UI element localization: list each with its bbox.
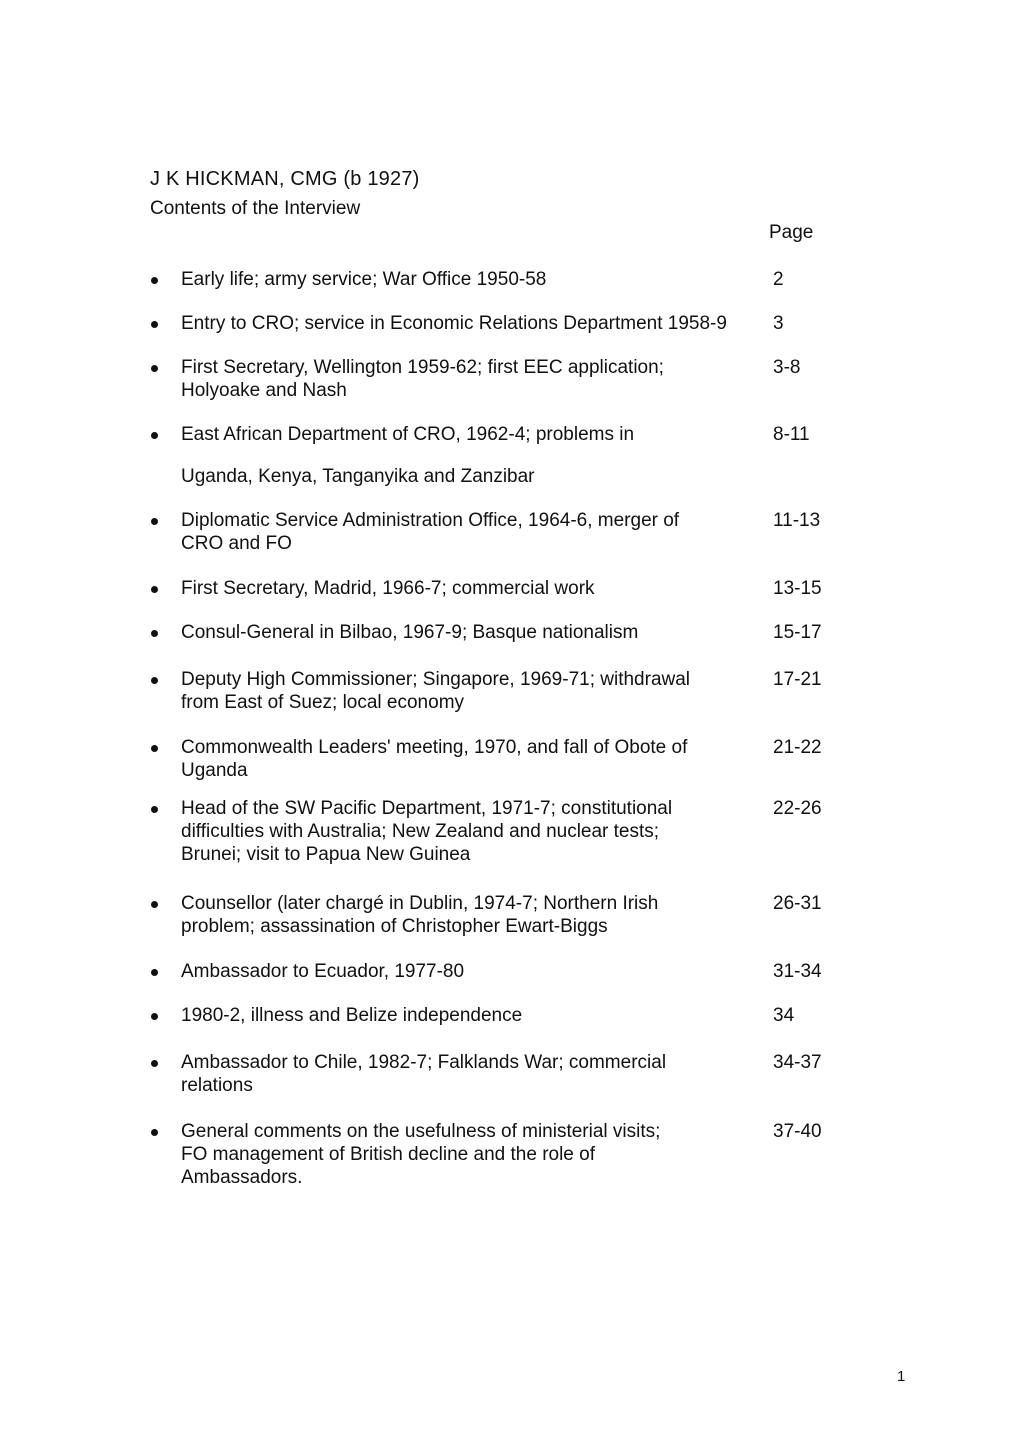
- entry-continuation-text: Uganda, Kenya, Tanganyika and Zanzibar: [181, 466, 535, 487]
- page-number: 1: [897, 1368, 906, 1385]
- entry-text: East African Department of CRO, 1962-4; problems in: [181, 424, 635, 445]
- entry-page: 34-37: [773, 1052, 822, 1073]
- entry-text: General comments on the usefulness of ministerial visits; FO management of British decline and the role of Ambassadors.: [181, 1121, 661, 1188]
- entry-text: Commonwealth Leaders' meeting, 1970, and fall of Obote of Uganda: [181, 737, 688, 781]
- entry-page: 11-13: [773, 510, 821, 531]
- entry-page: 2: [773, 269, 784, 290]
- entry-text: Ambassador to Chile, 1982-7; Falklands War; commercial relations: [181, 1052, 667, 1096]
- document-subtitle: Contents of the Interview: [150, 198, 361, 219]
- entry-page: 21-22: [773, 737, 822, 758]
- entry-page: 37-40: [773, 1121, 822, 1142]
- entry-page: 26-31: [773, 893, 822, 914]
- entry-page: 34: [773, 1005, 795, 1026]
- entry-text: Deputy High Commissioner; Singapore, 1969-71; withdrawal from East of Suez; local economy: [181, 669, 691, 713]
- entry-page: 13-15: [773, 578, 822, 599]
- document-title: J K HICKMAN, CMG (b 1927): [150, 168, 420, 190]
- entry-page: 3-8: [773, 357, 801, 378]
- entry-page: 3: [773, 313, 784, 334]
- entry-page: 31-34: [773, 961, 822, 982]
- entry-text: Early life; army service; War Office 1950-58: [181, 269, 547, 290]
- entry-page: 8-11: [773, 424, 810, 445]
- page-column-header: Page: [769, 222, 814, 243]
- entry-text: 1980-2, illness and Belize independence: [181, 1005, 523, 1026]
- entry-text: Ambassador to Ecuador, 1977-80: [181, 961, 465, 982]
- entry-text: First Secretary, Wellington 1959-62; first EEC application; Holyoake and Nash: [181, 357, 664, 401]
- entry-text: Counsellor (later chargé in Dublin, 1974-7; Northern Irish problem; assassination of Christopher Ewart-Biggs: [181, 893, 659, 937]
- entry-text: First Secretary, Madrid, 1966-7; commercial work: [181, 578, 595, 599]
- entry-page: 15-17: [773, 622, 822, 643]
- entry-text: Head of the SW Pacific Department, 1971-7; constitutional difficulties with Australia; New Zealand and nuclear tests; Brunei; visit to Papua New Guinea: [181, 798, 673, 865]
- entry-page: 17-21: [773, 669, 822, 690]
- entry-text: Entry to CRO; service in Economic Relations Department 1958-9: [181, 313, 727, 334]
- entry-page: 22-26: [773, 798, 822, 819]
- entry-text: Diplomatic Service Administration Office, 1964-6, merger of CRO and FO: [181, 510, 680, 554]
- entry-text: Consul-General in Bilbao, 1967-9; Basque nationalism: [181, 622, 639, 643]
